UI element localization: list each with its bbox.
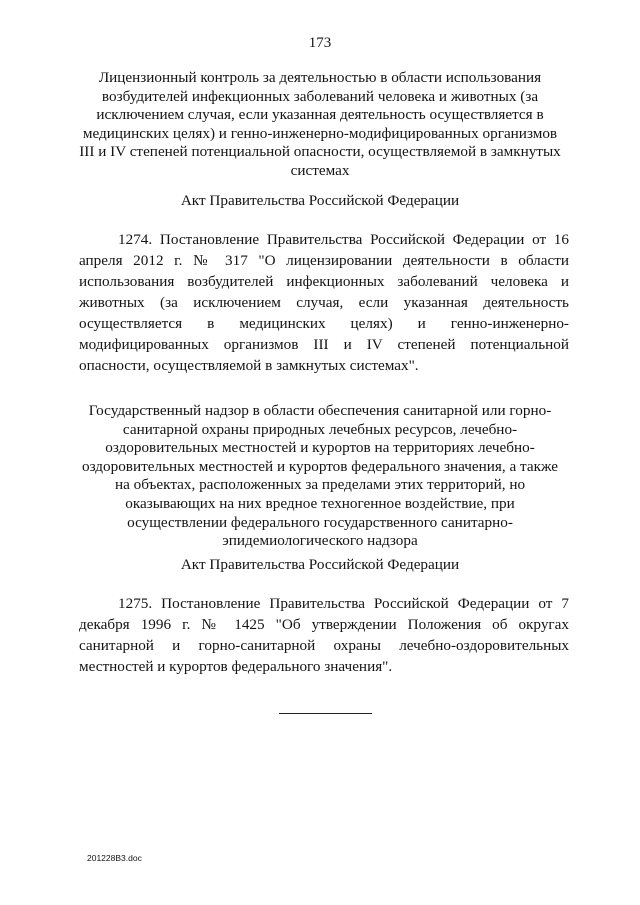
page-number: 173 <box>308 35 332 51</box>
act-title-1: Акт Правительства Российской Федерации <box>180 192 460 209</box>
paragraph-1274: 1274. Постановление Правительства Российской Федерации от 16 апреля 2012 г. № 317 "О лицензировании деятельности в области использования возбудителей инфекционных заболеваний человека и животных (за исключением случая, если указанная деятельность осуществляется в медицинских целях) и генно-инженерно-модифицированных организмов III и IV степеней потенциальной опасности, осуществляемой в замкнутых системах". <box>79 231 569 374</box>
section-heading-sanitary-supervision: Государственный надзор в области обеспечения санитарной или горно-санитарной охраны природных лечебных ресурсов, лечебно-оздоровительных местностей и курортов на территориях лечебно-оздоровительных местностей и курортов федерального значения, а также на объектах, расположенных за пределами этих территорий, но оказывающих на них вредное техногенное воздействие, при осуществлении федерального государственного санитарно-эпидемиологического надзора <box>81 402 559 550</box>
paragraph-1275: 1275. Постановление Правительства Российской Федерации от 7 декабря 1996 г. № 1425 "Об утверждении Положения об округах санитарной и горно-санитарной охраны лечебно-оздоровительных местностей и курортов федерального значения". <box>79 595 569 675</box>
closing-rule <box>279 713 372 714</box>
act-title-2: Акт Правительства Российской Федерации <box>180 556 460 573</box>
document-code: 201228В3.doc <box>87 853 142 863</box>
section-heading-licensing: Лицензионный контроль за деятельностью в области использования возбудителей инфекционных заболеваний человека и животных (за исключением случая, если указанная деятельность осуществляется в медицинских целях) и генно-инженерно-модифицированных организмов III и IV степеней потенциальной опасности, осуществляемой в замкнутых системах <box>79 69 561 179</box>
